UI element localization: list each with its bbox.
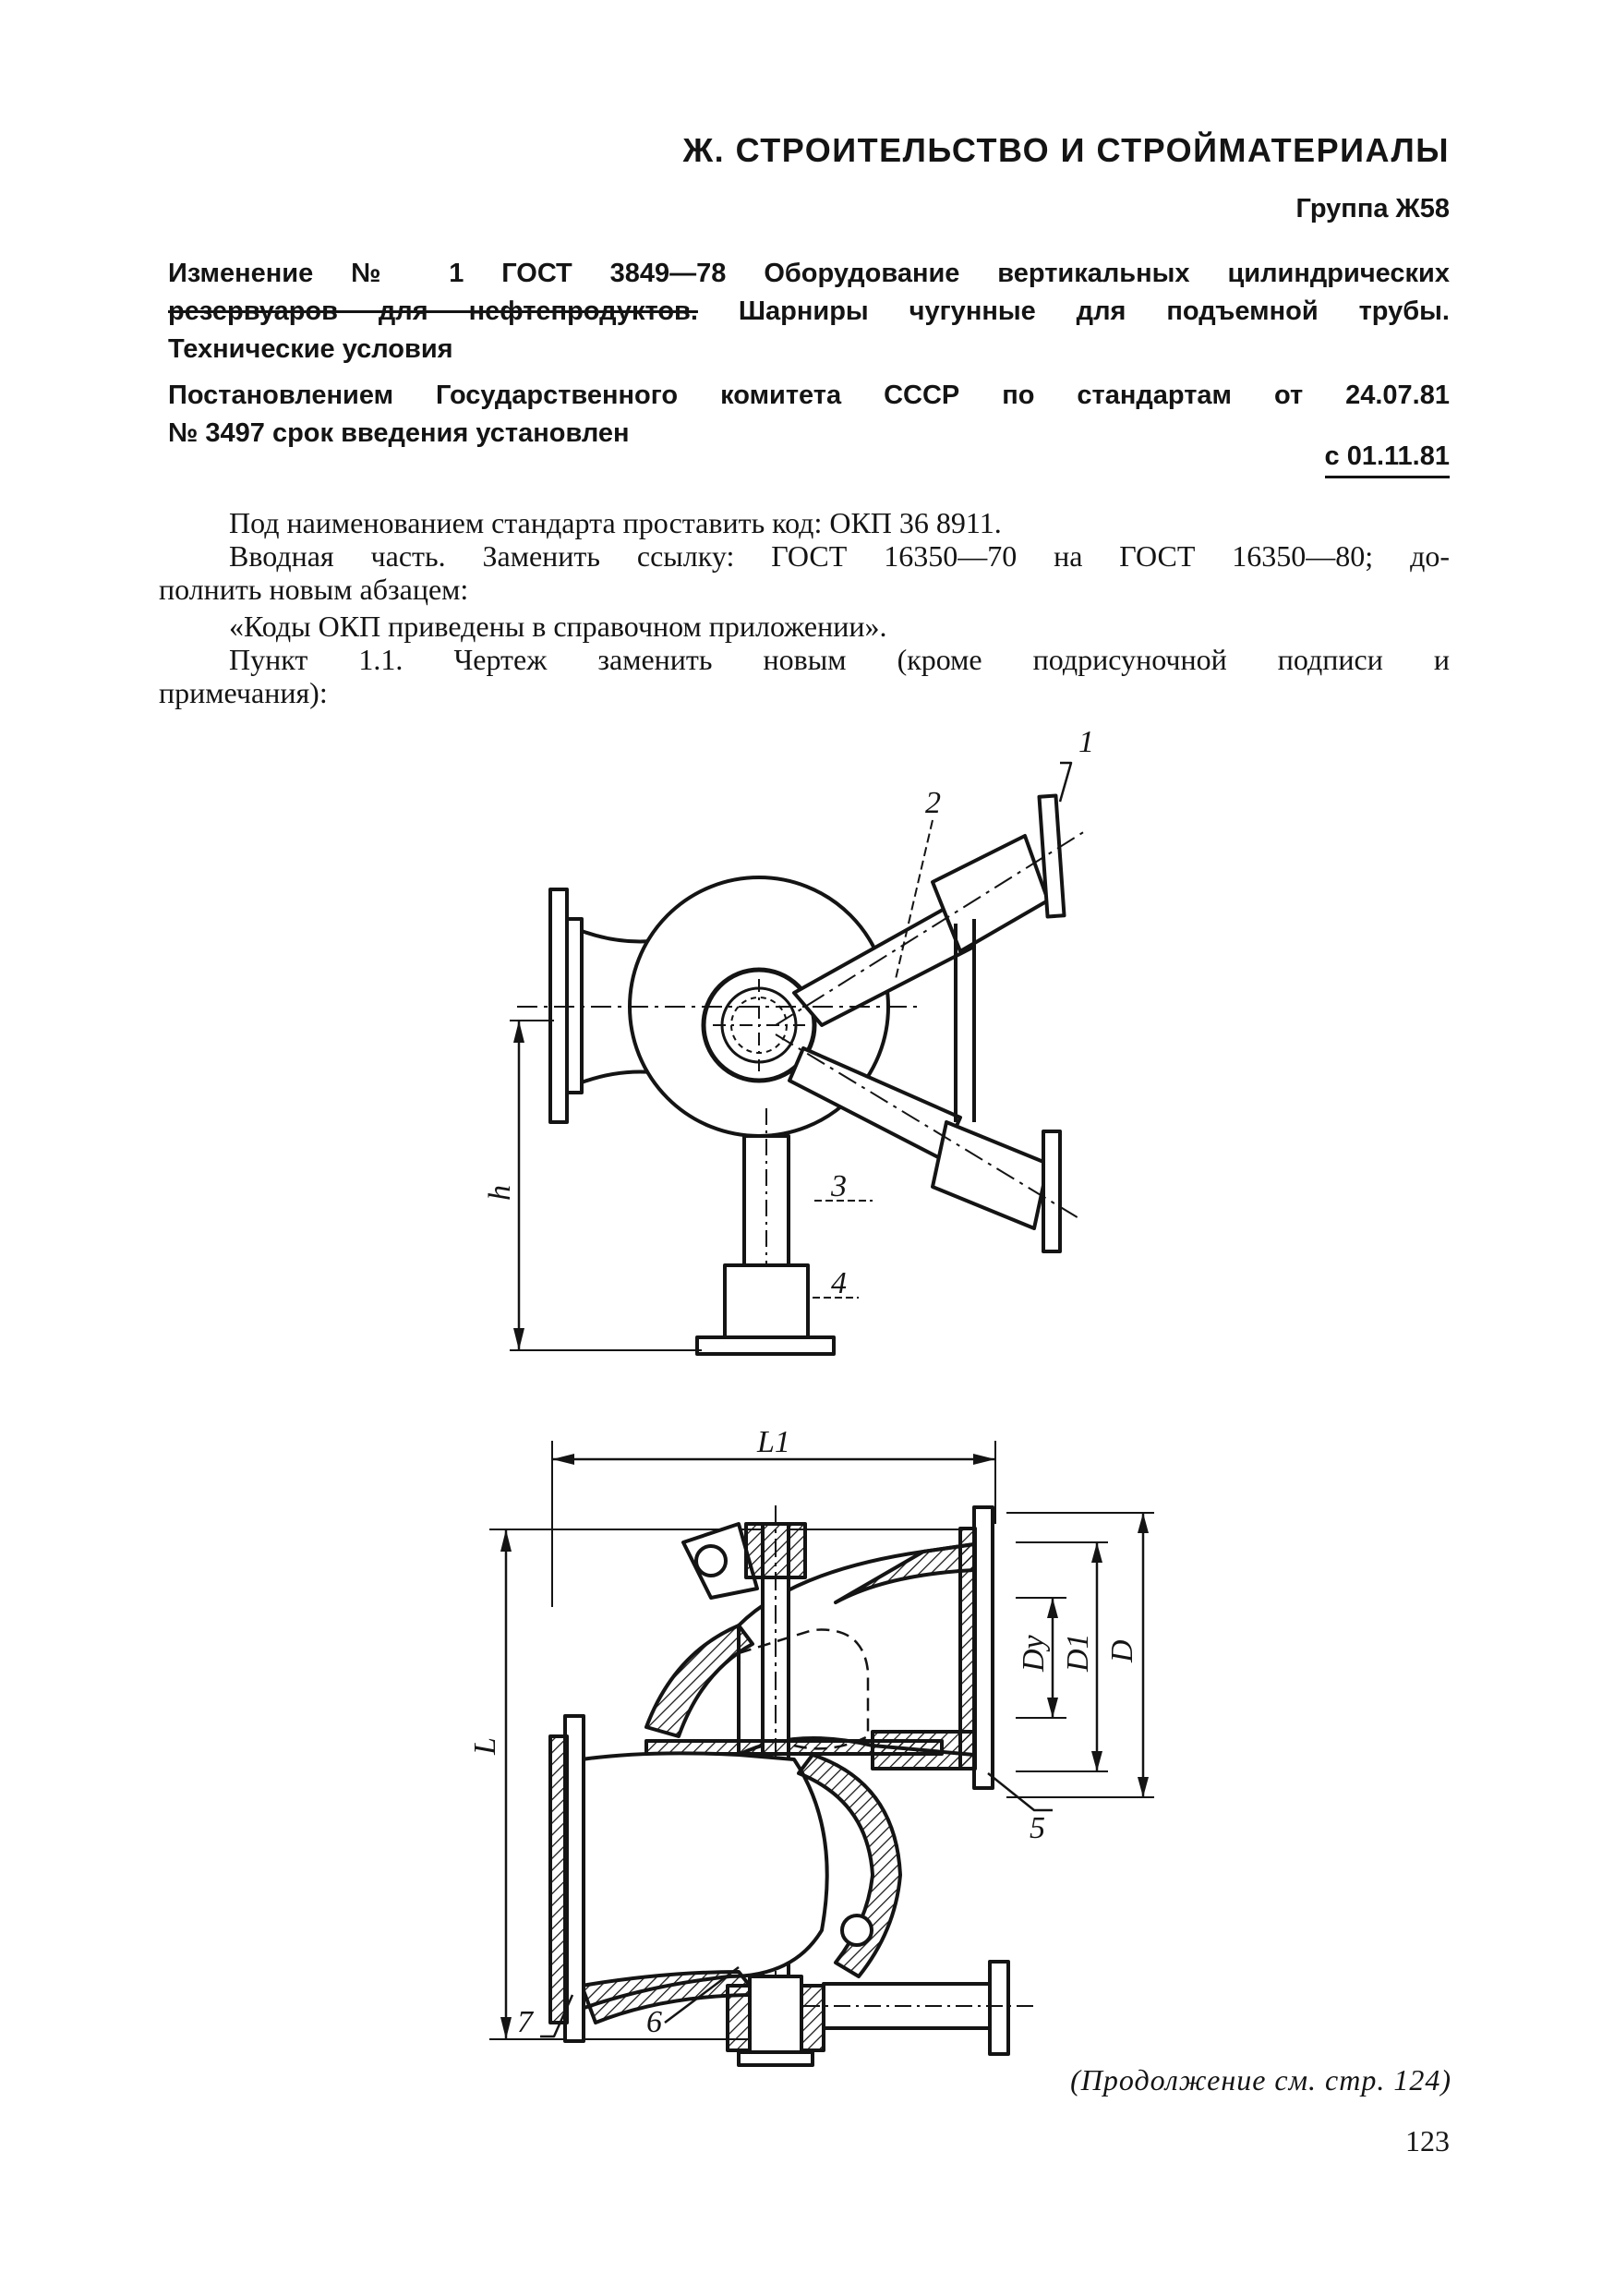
- continuation-note: (Продолжение см. стр. 124): [1070, 2063, 1451, 2097]
- label-2: 2: [925, 786, 941, 820]
- label-h: h: [483, 1185, 517, 1201]
- amendment-line-2-rest: Шарниры чугунные для подъемной трубы.: [697, 296, 1450, 326]
- label-Dy: Dy: [1017, 1635, 1051, 1672]
- top-view-drawing: [510, 763, 1085, 1354]
- amendment-line-3: Технические условия: [168, 334, 453, 364]
- paragraph-item-line-2: примечания):: [159, 676, 328, 709]
- paragraph-item-line-1: Пункт 1.1. Чертеж заменить новым (кроме подрисуночной подписи и: [229, 643, 1450, 676]
- paragraph-intro-line-1: Вводная часть. Заменить ссылку: ГОСТ 16350—70 на ГОСТ 16350—80; до-: [229, 539, 1450, 573]
- amendment-line-1: Изменение № 1 ГОСТ 3849—78 Оборудование вертикальных цилиндрических: [168, 259, 1450, 288]
- label-7: 7: [517, 2005, 533, 2039]
- decree-line-1: Постановлением Государственного комитета СССР по стандартам от 24.07.81: [168, 381, 1450, 410]
- label-L: L: [468, 1737, 502, 1755]
- label-5: 5: [1030, 1811, 1045, 1845]
- label-4: 4: [831, 1266, 847, 1300]
- amendment-struck-text: резервуаров для нефтепродуктов.: [168, 296, 698, 326]
- group-code: Группа Ж58: [1295, 194, 1450, 224]
- decree-line-2: № 3497 срок введения установлен: [168, 418, 630, 448]
- label-L1: L1: [757, 1425, 790, 1459]
- label-1: 1: [1078, 725, 1094, 759]
- label-6: 6: [646, 2005, 662, 2039]
- label-D1: D1: [1061, 1633, 1095, 1672]
- label-3: 3: [831, 1169, 847, 1203]
- section-view-drawing: [489, 1441, 1154, 2065]
- label-D: D: [1105, 1639, 1139, 1662]
- paragraph-okp-code: Под наименованием стандарта проставить код: ОКП 36 8911.: [229, 506, 1002, 539]
- paragraph-okp-codes-quote: «Коды ОКП приведены в справочном приложении».: [229, 610, 887, 643]
- effective-date: с 01.11.81: [1325, 438, 1450, 478]
- section-title: Ж. СТРОИТЕЛЬСТВО И СТРОЙМАТЕРИАЛЫ: [682, 131, 1450, 169]
- paragraph-intro-line-2: полнить новым абзацем:: [159, 573, 469, 606]
- page-number: 123: [1405, 2124, 1450, 2157]
